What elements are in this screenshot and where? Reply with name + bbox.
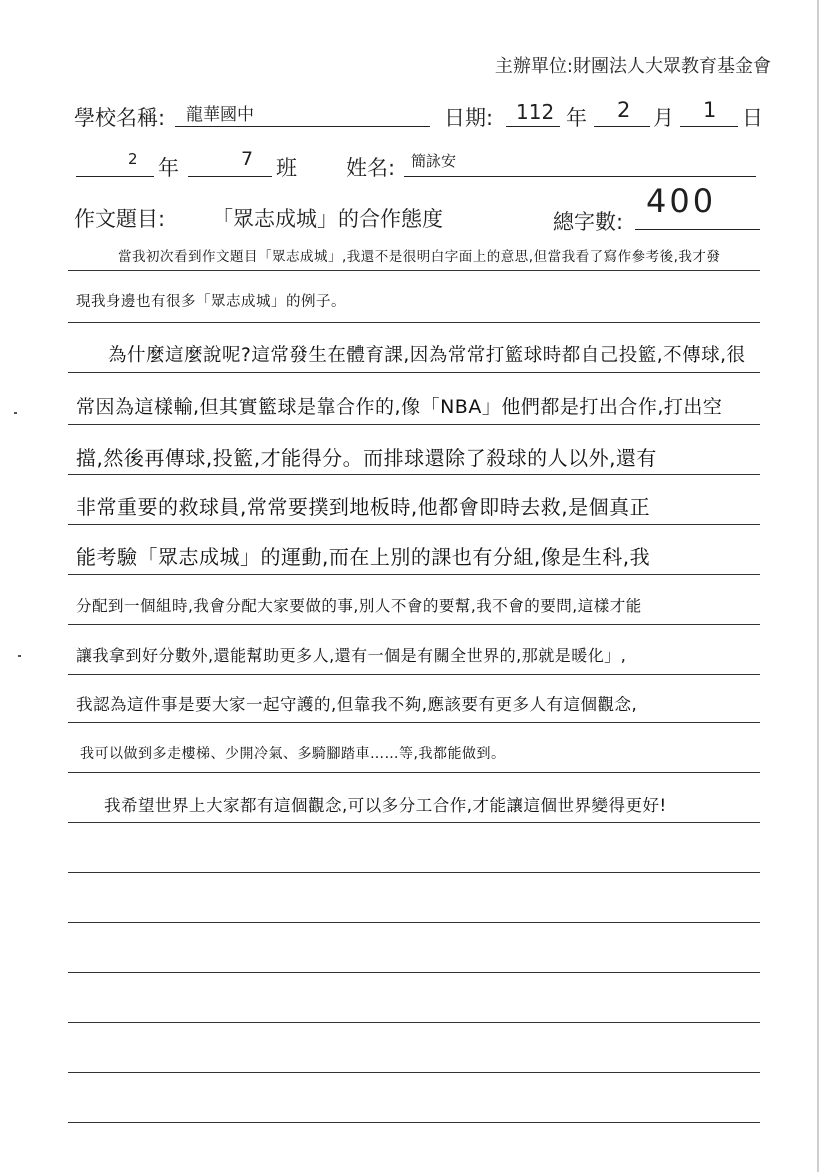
essay-line: 為什麼這麼說呢?這常發生在體育課,因為常常打籃球時都自己投籃,不傳球,很 [108,345,746,366]
date-year-line [506,126,560,127]
essay-line: 我希望世界上大家都有這個觀念,可以多分工合作,才能讓這個世界變得更好! [104,796,667,815]
ruled-line [68,270,760,271]
date-day-line [680,126,738,127]
word-count-label: 總字數: [553,210,624,234]
ruled-line [68,372,760,373]
ruled-line [68,772,760,773]
date-year-value: 112 [516,100,555,124]
ruled-line [68,1022,760,1023]
ruled-line [68,722,760,723]
school-name-label: 學校名稱: [74,106,166,130]
ruled-line [68,822,760,823]
class-line [188,176,272,177]
topic-value: 「眾志成城」的合作態度 [212,207,443,231]
ruled-line [68,474,760,475]
word-count-value: 400 [646,182,717,220]
scan-speck [14,412,17,414]
essay-line: 讓我拿到好分數外,還能幫助更多人,還有一個是有關全世界的,那就是暖化」, [76,646,627,665]
date-label: 日期: [444,106,494,130]
school-name-line [175,126,430,127]
year-label: 年 [566,106,587,130]
essay-line: 現我身邊也有很多「眾志成城」的例子。 [76,294,346,310]
school-name-value: 龍華國中 [186,105,254,125]
name-label: 姓名: [346,156,396,180]
class-label: 班 [276,156,297,180]
name-value: 簡詠安 [411,152,457,170]
ruled-line [68,1072,760,1073]
ruled-line [68,322,760,323]
ruled-line [68,624,760,625]
grade-label: 年 [158,156,179,180]
grade-line [76,176,154,177]
essay-line: 常因為這樣輸,但其實籃球是靠合作的,像「NBA」他們都是打出合作,打出空 [76,396,723,418]
scan-speck [18,655,21,657]
grade-value: 2 [128,150,138,168]
essay-line: 當我初次看到作文題目「眾志成城」,我還不是很明白字面上的意思,但當我看了寫作參考後,我才發 [118,249,721,265]
month-label: 月 [653,106,674,130]
ruled-line [68,1122,760,1123]
ruled-line [68,972,760,973]
date-month-value: 2 [617,98,631,122]
ruled-line [68,872,760,873]
ruled-line [68,922,760,923]
name-line [404,176,756,177]
ruled-line [68,574,760,575]
scan-edge [817,0,819,1172]
essay-line: 分配到一個組時,我會分配大家要做的事,別人不會的要幫,我不會的要問,這樣才能 [76,597,642,615]
day-label: 日 [742,106,763,130]
organizer-label: 主辦單位:財團法人大眾教育基金會 [494,56,771,77]
essay-line: 擋,然後再傳球,投籃,才能得分。而排球還除了殺球的人以外,還有 [76,446,657,470]
class-value: 7 [241,148,254,170]
essay-line: 我可以做到多走樓梯、少開冷氣、多騎腳踏車……等,我都能做到。 [80,746,506,762]
ruled-line [68,524,760,525]
date-day-value: 1 [703,98,717,122]
essay-line: 能考驗「眾志成城」的運動,而在上別的課也有分組,像是生科,我 [76,545,651,569]
essay-line: 非常重要的救球員,常常要撲到地板時,他都會即時去救,是個真正 [76,495,651,519]
ruled-line [68,424,760,425]
essay-line: 我認為這件事是要大家一起守護的,但靠我不夠,應該要有更多人有這個觀念, [76,695,638,714]
word-count-line [635,229,760,230]
topic-label: 作文題目: [74,207,166,231]
date-month-line [594,126,650,127]
ruled-line [68,674,760,675]
